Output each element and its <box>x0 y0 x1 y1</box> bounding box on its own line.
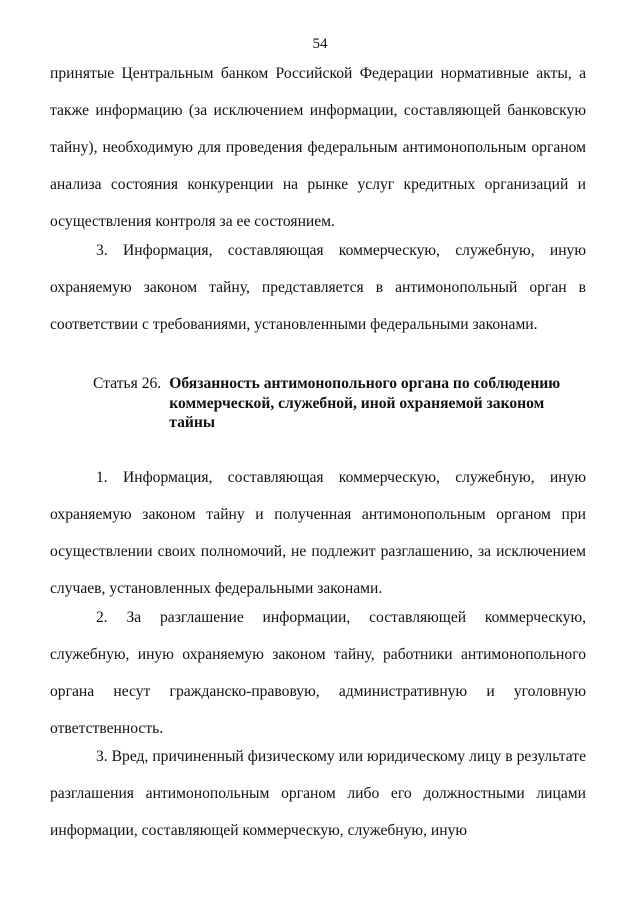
article-item-1: 1. Информация, составляющая коммерческую, служебную, иную охраняемую законом тайну и полученная антимонопольным органом при осуществлении своих полномочий, не подлежит разглашению, за исключением случаев, установленных федеральными законами. <box>50 469 586 597</box>
article-item-2: 2. За разглашение информации, составляющей коммерческую, служебную, иную охраняемую законом тайну, работники антимонопольного органа несут гражданско-правовую, административную и уголовную ответственность. <box>50 609 586 737</box>
article-heading <box>93 374 593 433</box>
article-item-3: 3. Вред, причиненный физическому или юридическому лицу в результате разглашения антимонопольным органом либо его должностными лицами информации, составляющей коммерческую, служебную, иную <box>50 748 586 839</box>
paragraph-continuation: принятые Центральным банком Российской Федерации нормативные акты, а также информацию (за исключением информации, составляющей банковскую тайну), необходимую для проведения федеральным антимонопольным органом анализа состояния конкуренции на рынке услуг кредитных организаций и осуществления контроля за ее состоянием. <box>50 65 586 230</box>
article-label: Статья 26. <box>93 375 162 392</box>
article-title: Обязанность антимонопольного органа по соблюдению коммерческой, служебной, иной охраняемой законом тайны <box>169 375 561 431</box>
page-number: 54 <box>312 36 328 52</box>
paragraph-item-3: 3. Информация, составляющая коммерческую, служебную, иную охраняемую законом тайну, представляется в антимонопольный орган в соответствии с требованиями, установленными федеральными законами. <box>50 242 586 333</box>
